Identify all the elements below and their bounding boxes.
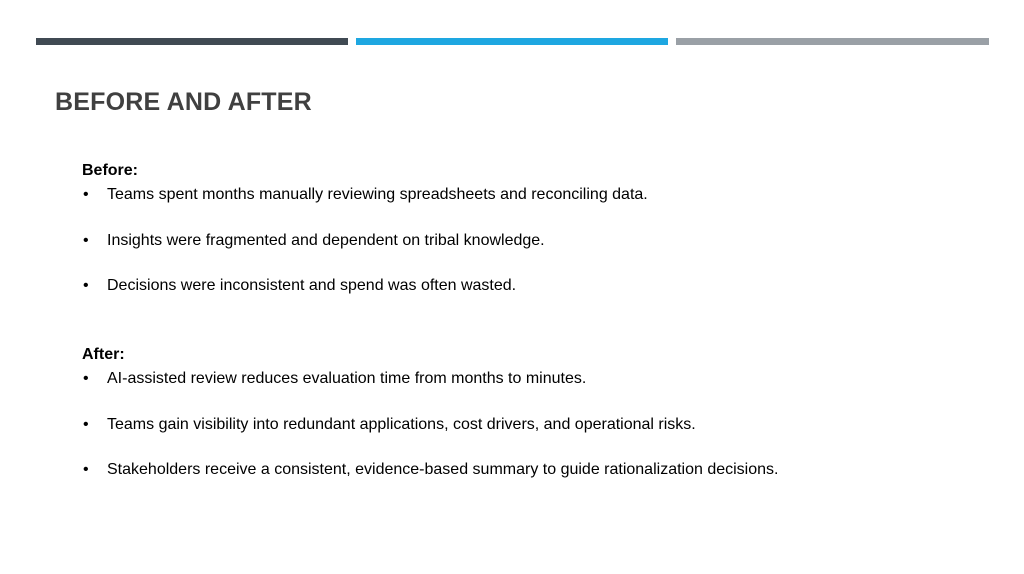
before-bullet-item	[82, 230, 982, 252]
bullet-text: Stakeholders receive a consistent, evidence-based summary to guide rationalization decisions.	[107, 461, 779, 478]
after-bullet-list	[82, 368, 982, 481]
before-bullet-list	[82, 184, 982, 297]
accent-bar-dark	[36, 38, 348, 45]
bullet-text: Decisions were inconsistent and spend was often wasted.	[107, 277, 517, 294]
accent-bar-gray	[676, 38, 989, 45]
after-section	[82, 344, 982, 481]
bullet-icon: •	[83, 231, 89, 249]
after-bullet-item	[82, 368, 982, 390]
after-bullet-item	[82, 414, 982, 436]
before-bullet-item	[82, 184, 982, 206]
after-heading: After:	[82, 346, 125, 363]
accent-bar-blue	[356, 38, 668, 45]
bullet-icon: •	[83, 415, 89, 433]
bullet-text: Teams spent months manually reviewing spreadsheets and reconciling data.	[107, 186, 648, 203]
before-bullet-item	[82, 275, 982, 297]
bullet-text: Teams gain visibility into redundant applications, cost drivers, and operational risks.	[107, 415, 696, 433]
bullet-icon: •	[83, 461, 89, 478]
after-bullet-item	[82, 459, 982, 481]
bullet-text: AI-assisted review reduces evaluation time from months to minutes.	[107, 370, 587, 387]
bullet-text: Insights were fragmented and dependent on tribal knowledge.	[107, 231, 545, 249]
before-section	[82, 160, 982, 297]
before-heading: Before:	[82, 162, 139, 179]
bullet-icon: •	[83, 277, 89, 294]
bullet-icon: •	[83, 370, 89, 387]
slide-title: BEFORE AND AFTER	[55, 88, 312, 116]
bullet-icon: •	[83, 186, 89, 203]
